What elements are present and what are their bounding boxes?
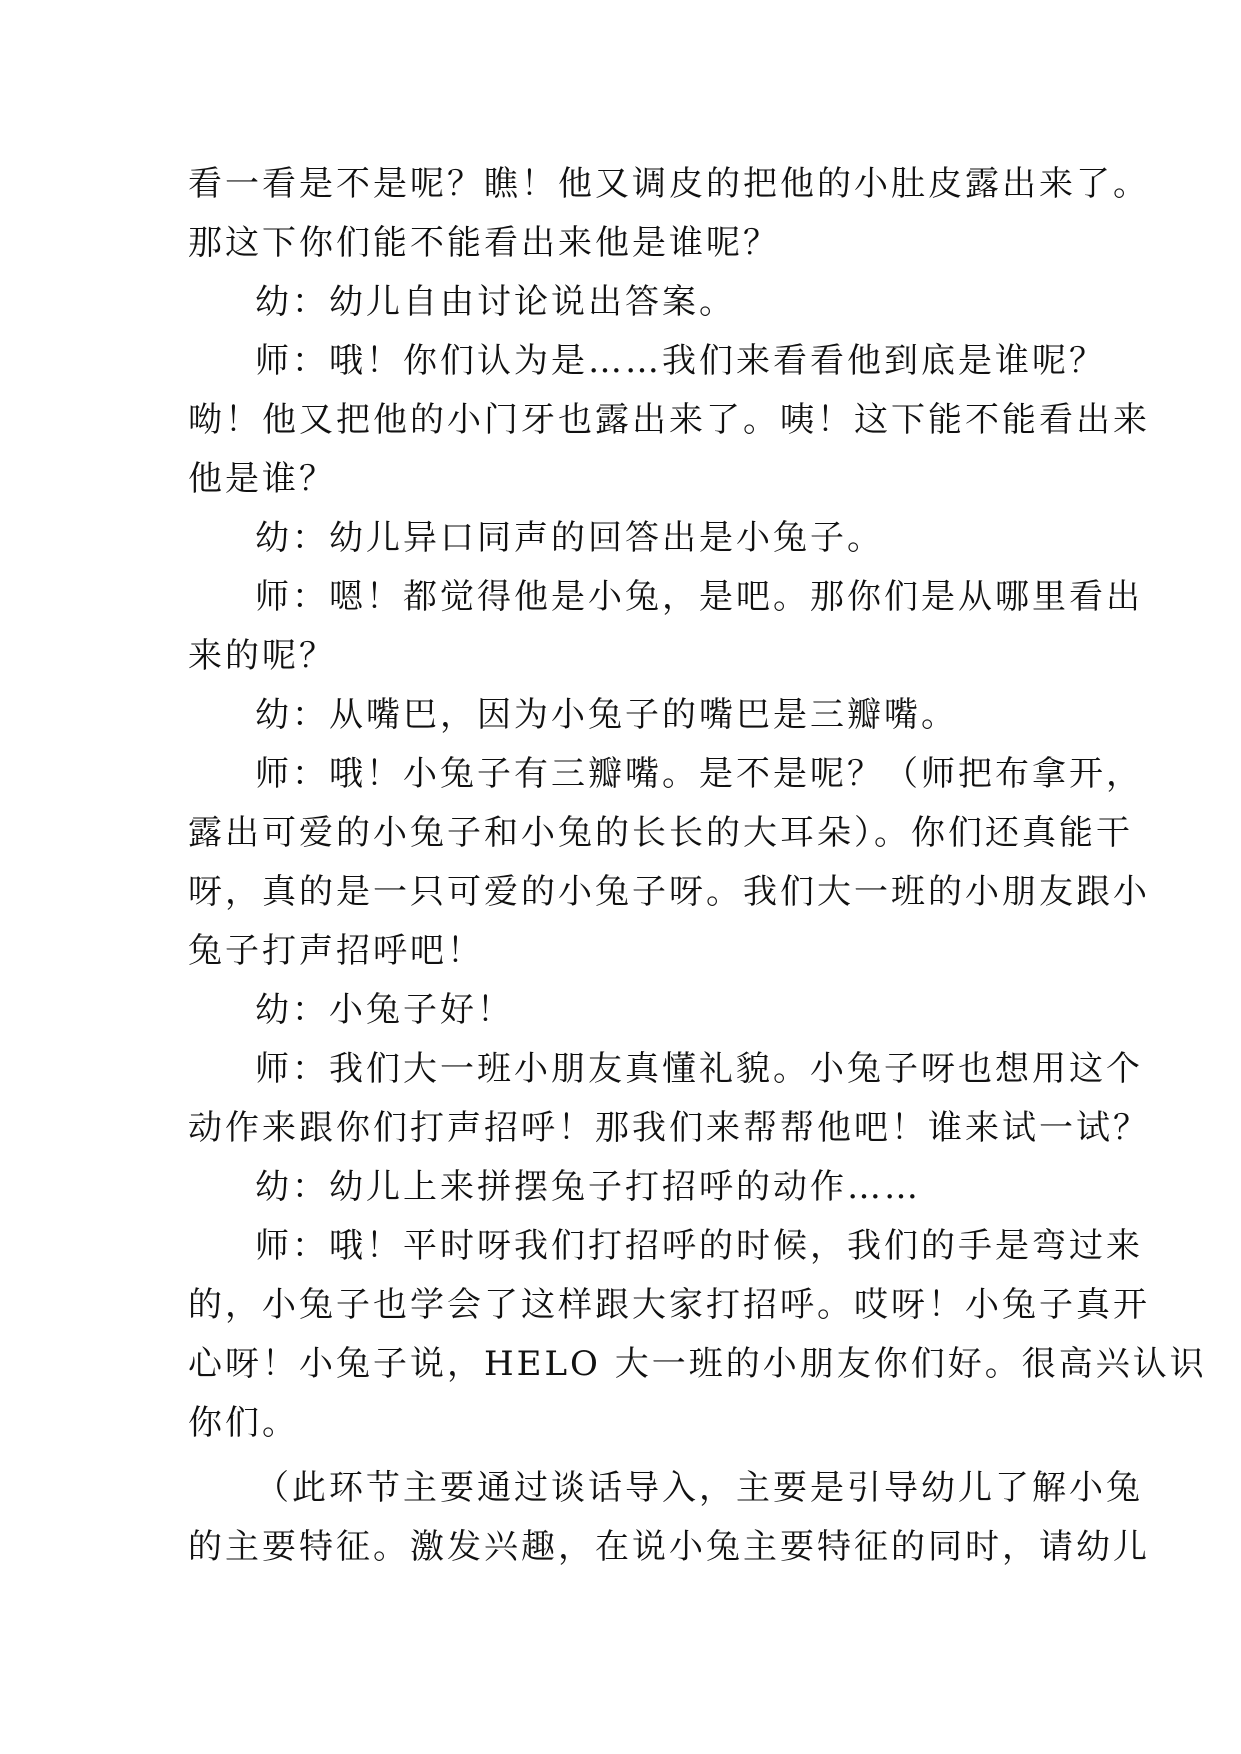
- text-line: 师：哦！小兔子有三瓣嘴。是不是呢？（师把布拿开，: [255, 754, 1143, 794]
- text-line: 幼：幼儿自由讨论说出答案。: [255, 282, 736, 322]
- text-line: 呀，真的是一只可爱的小兔子呀。我们大一班的小朋友跟小: [188, 872, 1150, 912]
- text-line: 兔子打声招呼吧！: [188, 931, 484, 971]
- text-line: 师：哦！平时呀我们打招呼的时候，我们的手是弯过来: [255, 1226, 1143, 1266]
- text-line: 幼：幼儿上来拼摆兔子打招呼的动作……: [255, 1167, 921, 1207]
- text-line: 师：嗯！都觉得他是小兔，是吧。那你们是从哪里看出: [255, 577, 1143, 617]
- text-line: 他是谁？: [188, 459, 336, 499]
- text-line: 幼：小兔子好！: [255, 990, 514, 1030]
- text-line: 心呀！小兔子说，HELO 大一班的小朋友你们好。很高兴认识: [188, 1344, 1207, 1384]
- text-line: 那这下你们能不能看出来他是谁呢？: [188, 223, 780, 263]
- text-line: （此环节主要通过谈话导入，主要是引导幼儿了解小兔: [255, 1468, 1143, 1508]
- text-line: 呦！他又把他的小门牙也露出来了。咦！这下能不能看出来: [188, 400, 1150, 440]
- text-line: 的，小兔子也学会了这样跟大家打招呼。哎呀！小兔子真开: [188, 1285, 1150, 1325]
- text-line: 幼：从嘴巴，因为小兔子的嘴巴是三瓣嘴。: [255, 695, 958, 735]
- text-line: 幼：幼儿异口同声的回答出是小兔子。: [255, 518, 884, 558]
- text-line: 师：哦！你们认为是……我们来看看他到底是谁呢？: [255, 341, 1106, 381]
- text-line: 露出可爱的小兔子和小兔的长长的大耳朵）。你们还真能干: [188, 813, 1133, 853]
- text-line: 来的呢？: [188, 636, 336, 676]
- text-line: 动作来跟你们打声招呼！那我们来帮帮他吧！谁来试一试？: [188, 1108, 1150, 1148]
- text-line: 师：我们大一班小朋友真懂礼貌。小兔子呀也想用这个: [255, 1049, 1143, 1089]
- text-line: 你们。: [188, 1403, 299, 1443]
- text-line: 的主要特征。激发兴趣，在说小兔主要特征的同时，请幼儿: [188, 1527, 1150, 1567]
- text-line: 看一看是不是呢？瞧！他又调皮的把他的小肚皮露出来了。: [188, 164, 1150, 204]
